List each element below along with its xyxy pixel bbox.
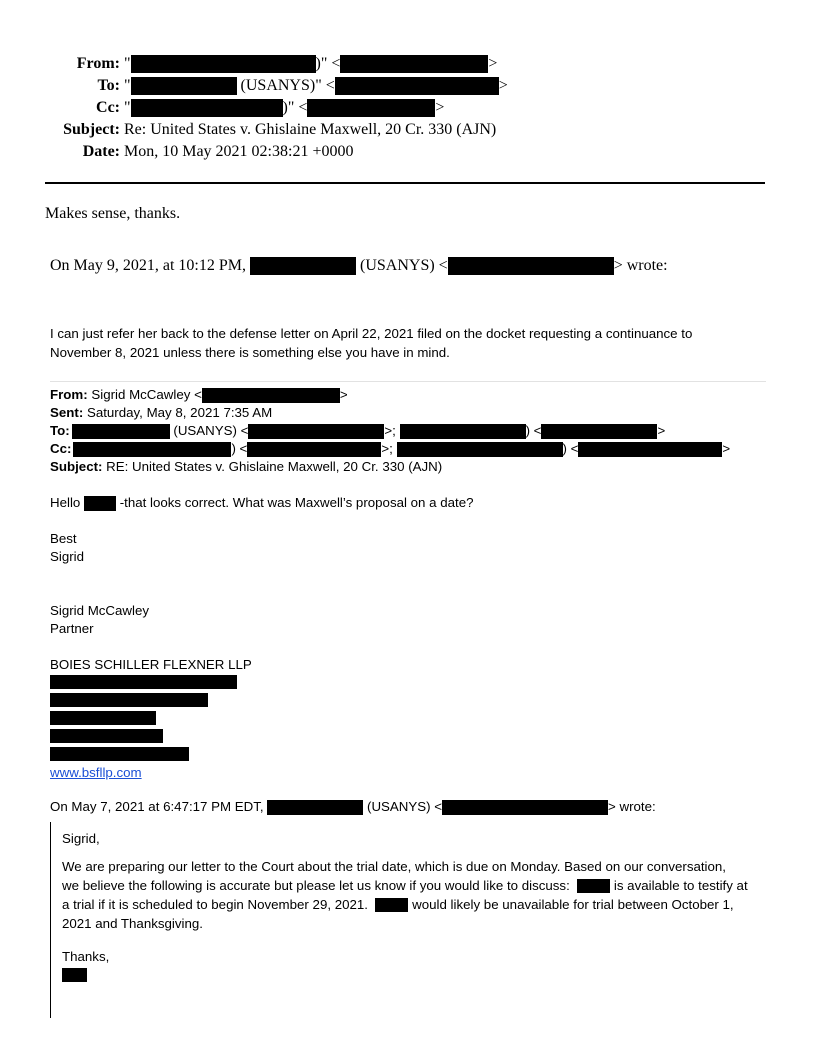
redaction-block: [72, 424, 170, 439]
redaction-block: [131, 77, 237, 95]
subject-label: Subject:: [63, 121, 120, 138]
cc-value: " )" < >: [124, 99, 445, 116]
redaction-block: [50, 711, 156, 725]
date-value: Mon, 10 May 2021 02:38:21 +0000: [124, 143, 354, 160]
redaction-block: [375, 898, 408, 912]
redaction-block: [73, 442, 231, 457]
redaction-block: [397, 442, 563, 457]
redaction-block: [335, 77, 499, 95]
redaction-block: [84, 496, 116, 511]
redaction-block: [50, 675, 237, 689]
msg2-subject: Subject: RE: United States v. Ghislaine Maxwell, 20 Cr. 330 (AJN): [50, 459, 443, 474]
msg2-to: To: (USANYS) < >; ) < >: [50, 423, 666, 438]
msg2-sent: Sent: Saturday, May 8, 2021 7:35 AM: [50, 405, 273, 420]
redaction-block: [50, 693, 208, 707]
redaction-block: [250, 257, 356, 275]
redaction-block: [62, 968, 87, 982]
quote2-intro: On May 7, 2021 at 6:47:17 PM EDT, (USANYS) < > wrote:: [50, 799, 656, 814]
signature-name: Sigrid McCawley: [50, 603, 150, 618]
redaction-block: [307, 99, 435, 117]
quote2-thanks: Thanks,: [62, 949, 110, 964]
redaction-block: [340, 55, 488, 73]
subject-value: Re: United States v. Ghislaine Maxwell, 20 Cr. 330 (AJN): [124, 121, 497, 138]
redaction-block: [202, 388, 340, 403]
to-value: " (USANYS)" < >: [124, 77, 508, 94]
msg2-best: Best: [50, 531, 77, 546]
message-divider: [50, 381, 766, 382]
quote2-line3: a trial if it is scheduled to begin November 29, 2021. would likely be unavailable for trial between October 1,: [62, 897, 734, 912]
redaction-block: [267, 800, 363, 815]
quote1-intro: On May 9, 2021, at 10:12 PM, (USANYS) < > wrote:: [50, 257, 668, 274]
from-value: " )" < >: [124, 55, 498, 72]
quote1-paragraph: I can just refer her back to the defense letter on April 22, 2021 filed on the docket requesting a continuance to November 8, 2021 unless there is something else you have in mind.: [50, 326, 693, 360]
signature-title: Partner: [50, 621, 94, 636]
redaction-block: [541, 424, 657, 439]
redaction-block: [448, 257, 614, 275]
redaction-block: [578, 442, 722, 457]
redaction-block: [131, 99, 283, 117]
redaction-block: [131, 55, 316, 73]
redaction-block: [400, 424, 526, 439]
cc-label: Cc:: [96, 99, 120, 116]
redaction-block: [577, 879, 610, 893]
msg2-from: From: Sigrid McCawley < >: [50, 387, 348, 402]
redaction-block: [247, 442, 381, 457]
msg2-hello: Hello -that looks correct. What was Maxwell’s proposal on a date?: [50, 495, 474, 510]
reply-text: Makes sense, thanks.: [45, 205, 181, 222]
quote2-paragraph: We are preparing our letter to the Court about the trial date, which is due on Monday. Based on our conversation, we believe the following is accurate but please let us know if you would like to discuss: is available to testify at a trial if it is scheduled to begin November 29, 2021. would likely be unavailable for trial between October 1, 2021 and Thanksgiving.: [62, 859, 748, 931]
redaction-block: [50, 747, 189, 761]
date-label: Date:: [82, 143, 120, 160]
redaction-block: [442, 800, 608, 815]
from-label: From:: [76, 55, 120, 72]
to-label: To:: [97, 77, 120, 94]
quote2-line2: we believe the following is accurate but please let us know if you would like to discuss: is available to testify at: [62, 878, 748, 893]
redaction-block: [248, 424, 384, 439]
quote-bar: [50, 822, 51, 1018]
redaction-block: [50, 729, 163, 743]
quote2-greeting: Sigrid,: [62, 831, 100, 846]
msg2-cc: Cc: ) < >; ) < >: [50, 441, 731, 456]
header-divider: [45, 182, 765, 184]
website-link[interactable]: www.bsfllp.com: [50, 765, 142, 780]
msg2-signoff: Sigrid: [50, 549, 84, 564]
signature-firm: BOIES SCHILLER FLEXNER LLP: [50, 657, 252, 672]
